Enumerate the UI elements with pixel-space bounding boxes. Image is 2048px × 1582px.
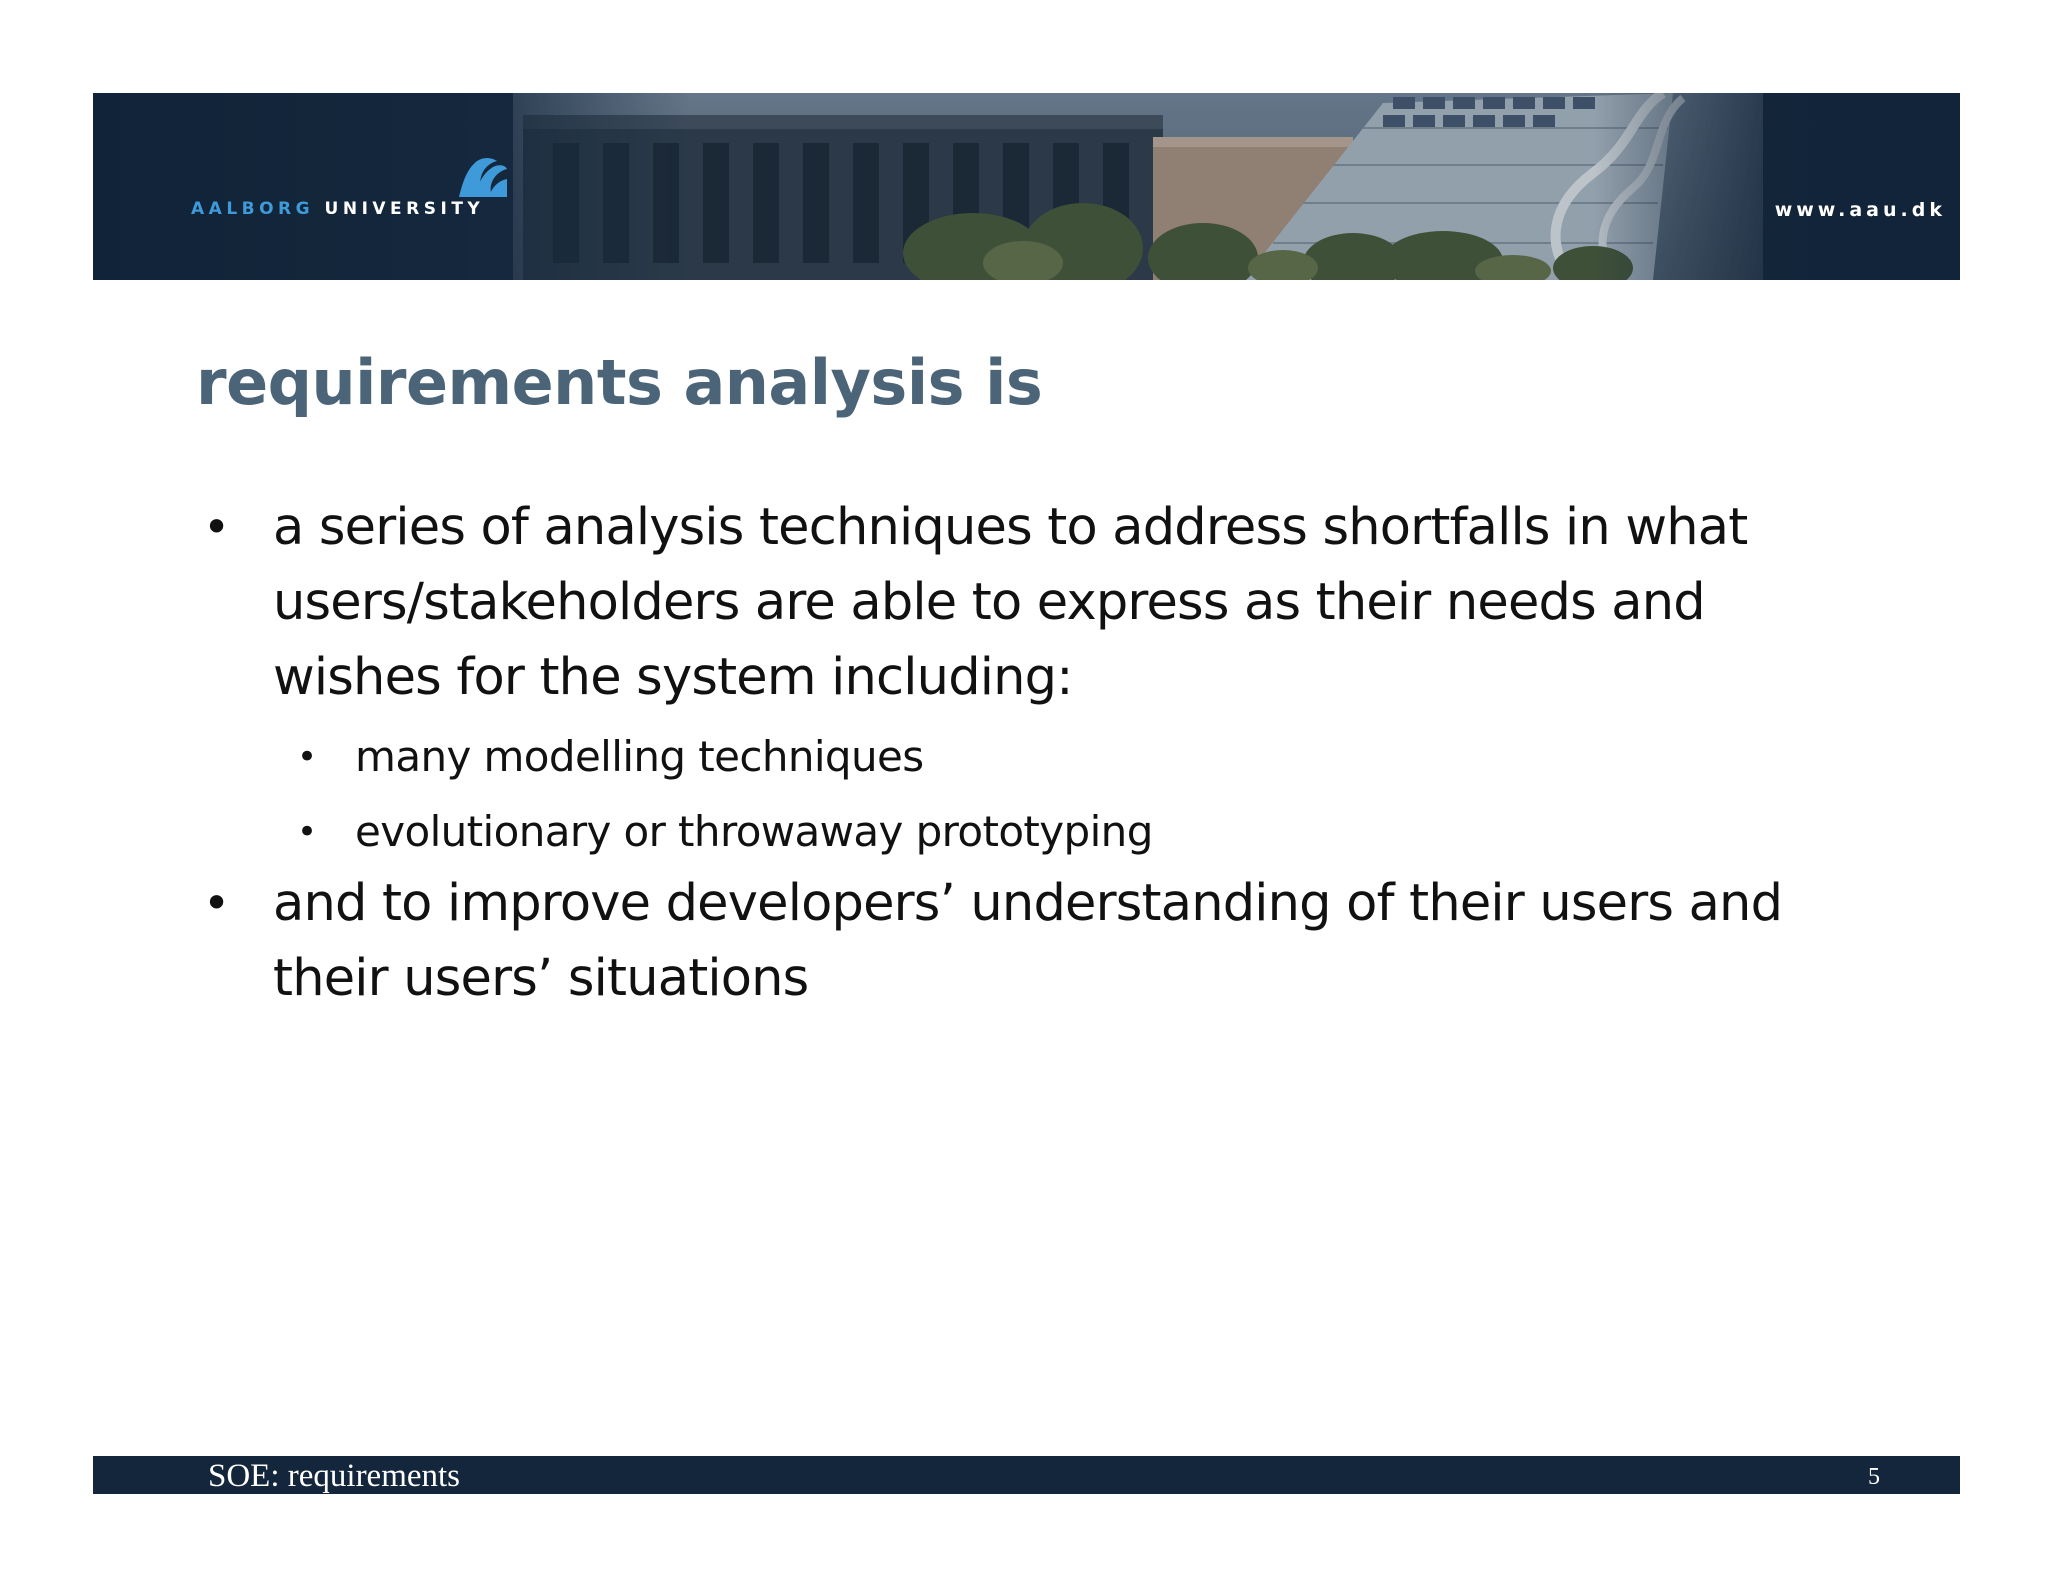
sub-bullet-text: many modelling techniques — [355, 732, 924, 781]
bullet-dot-icon: • — [297, 812, 317, 852]
aau-logo[interactable] — [191, 163, 591, 223]
header-banner — [93, 93, 1960, 280]
bullet-dot-icon: • — [297, 737, 317, 777]
logo-wordmark — [191, 199, 484, 219]
bullet-dot-icon: • — [203, 500, 230, 554]
sub-bullet-item — [297, 802, 1655, 862]
page-number: 5 — [1868, 1464, 1880, 1490]
site-url-link[interactable]: www.aau.dk — [1774, 199, 1946, 221]
logo-aalborg-text: AALBORG — [191, 199, 315, 219]
aau-wave-logo-icon — [453, 155, 509, 199]
bullet-text: and to improve developers’ understanding of their users and their users’ situations — [273, 874, 1783, 1008]
footer-label: SOE: requirements — [208, 1458, 461, 1494]
bullet-item — [203, 490, 1833, 715]
sub-bullet-item — [297, 727, 1655, 787]
footer-bar — [93, 1456, 1960, 1494]
bullet-item — [203, 866, 1873, 1016]
slide-title: requirements analysis is — [196, 346, 1043, 419]
sub-bullet-text: evolutionary or throwaway prototyping — [355, 807, 1153, 856]
bullet-dot-icon: • — [203, 876, 230, 930]
logo-university-text: UNIVERSITY — [324, 199, 485, 219]
bullet-text: a series of analysis techniques to address shortfalls in what users/stakeholders are able to express as their needs and wishes for the system including: — [273, 498, 1748, 707]
